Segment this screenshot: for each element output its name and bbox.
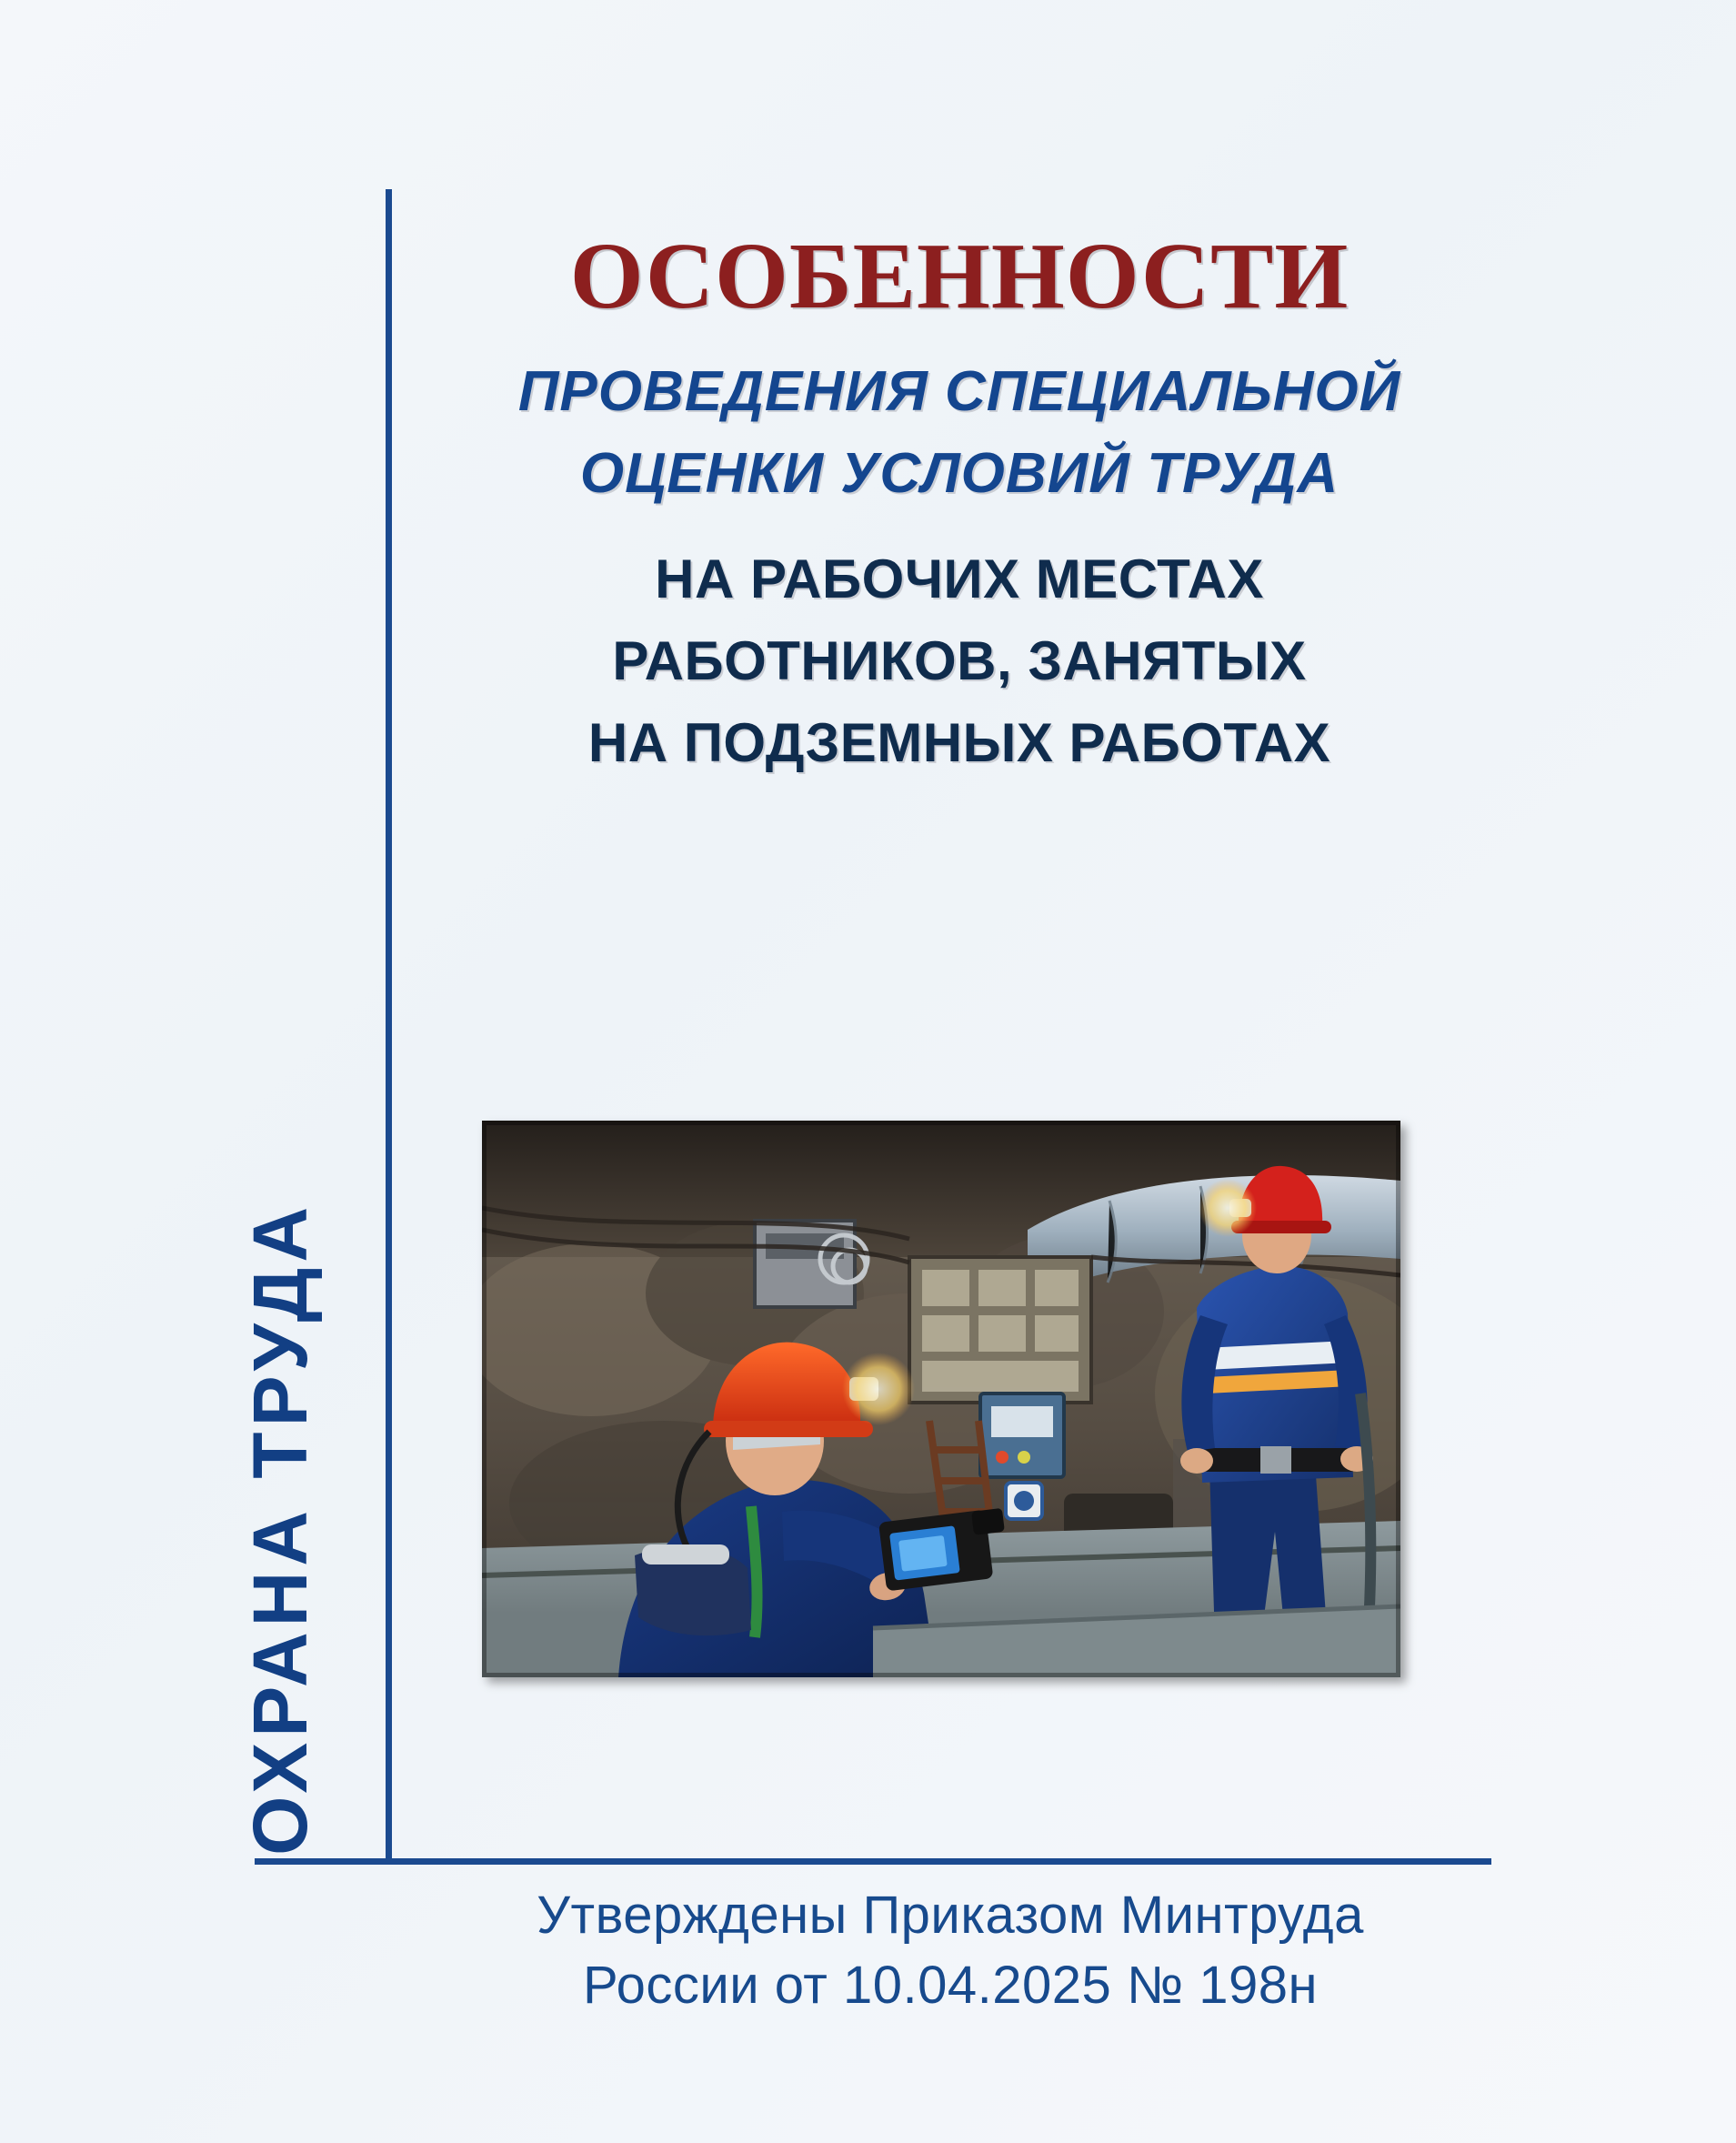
series-title-text: ОХРАНА ТРУДА [237, 1202, 323, 1856]
cover-photo [482, 1121, 1400, 1677]
title-subline-3: НА РАБОЧИХ МЕСТАХ [655, 548, 1264, 610]
vertical-divider [386, 189, 392, 1863]
horizontal-divider [255, 1858, 1491, 1865]
title-subline-5: НА ПОДЗЕМНЫХ РАБОТАХ [587, 712, 1331, 774]
approval-note-line-2: России от 10.04.2025 № 198н [583, 1955, 1318, 2015]
approval-note-line-1: Утверждены Приказом Минтруда [537, 1886, 1364, 1945]
title-main: ОСОБЕННОСТИ [569, 224, 1350, 328]
approval-note [400, 1881, 1500, 2020]
title-subline-4: РАБОТНИКОВ, ЗАНЯТЫХ [612, 630, 1307, 692]
title-subline-2: ОЦЕНКИ УСЛОВИЙ ТРУДА [579, 442, 1340, 506]
title-subline-1: ПРОВЕДЕНИЯ СПЕЦИАЛЬНОЙ [517, 360, 1401, 424]
vertical-series-title [216, 218, 344, 1856]
title-block [427, 226, 1491, 784]
cover-photo-illustration [482, 1121, 1400, 1677]
